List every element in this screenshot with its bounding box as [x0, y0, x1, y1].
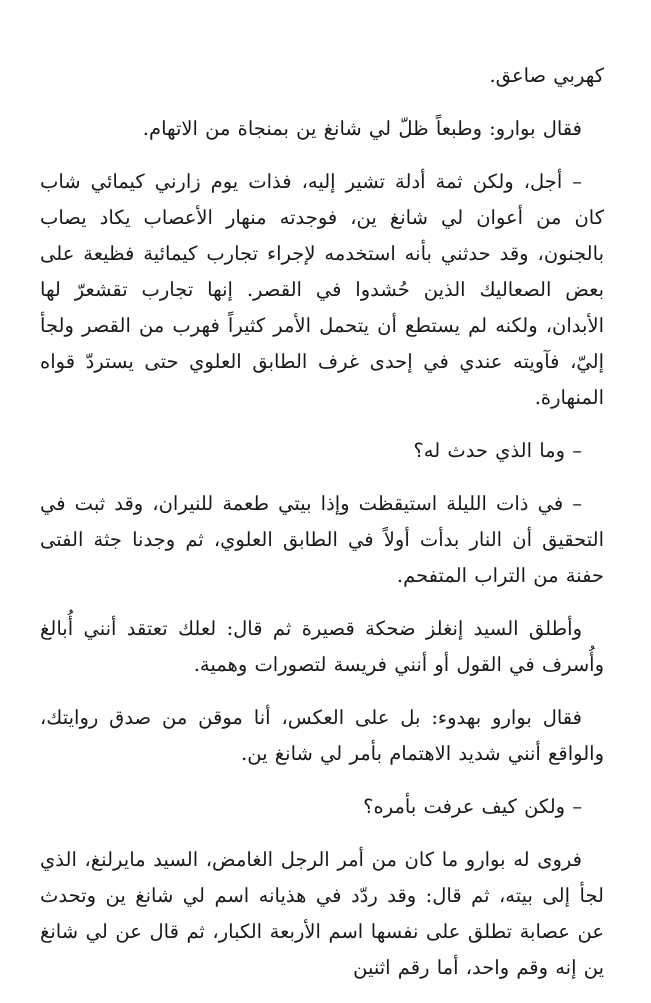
paragraph: – في ذات الليلة استيقظت وإذا بيتي طعمة للنيران، وقد ثبت في التحقيق أن النار بدأت أولاً في الطابق العلوي، ثم وجدنا جثة الفتى حفنة من التراب المتفحم.	[40, 492, 605, 587]
book-page	[40, 58, 604, 1003]
paragraph: – أجل، ولكن ثمة أدلة تشير إليه، فذات يوم زارني كيمائي شاب كان من أعوان لي شانغ ين، فوجدته منهار الأعصاب يكاد يصاب بالجنون، وقد حدثني بأنه استخدمه لإجراء تجارب كيمائية فظيعة على بعض الصعاليك الذين حُشدوا في القصر. إنها تجارب تقشعرّ لها الأبدان، ولكنه لم يستطع أن يتحمل الأمر كثيراً فهرب من القصر ولجأ إليّ، فآويته عندي في إحدى غرف الطابق العلوي حتى يستردّ قواه المنهارة.	[40, 170, 604, 409]
paragraph: – ولكن كيف عرفت بأمره؟	[363, 795, 582, 818]
paragraph: فروى له بوارو ما كان من أمر الرجل الغامض، السيد مايرلنغ، الذي لجأ إلى بيته، ثم قال: وقد ردّد في هذيانه اسم لي شانغ ين وتحدث عن عصابة تطلق على نفسها اسم الأربعة الكبار، ثم قال عن لي شانغ ين إنه وقم واحد، أما رقم اثنين	[40, 848, 604, 979]
paragraph: فقال بوارو: وطبعاً ظلّ لي شانغ ين بمنجاة من الاتهام.	[142, 117, 582, 140]
paragraph-continuation: كهربي صاعق.	[489, 64, 604, 87]
paragraph: وأطلق السيد إنغلز ضحكة قصيرة ثم قال: لعلك تعتقد أنني أُبالغ وأُسرف في القول أو أنني فريسة لتصورات وهمية.	[40, 617, 604, 676]
paragraph: فقال بوارو بهدوء: بل على العكس، أنا موقن من صدق روايتك، والواقع أنني شديد الاهتمام بأمر لي شانغ ين.	[40, 706, 604, 765]
paragraph: – وما الذي حدث له؟	[413, 439, 582, 462]
